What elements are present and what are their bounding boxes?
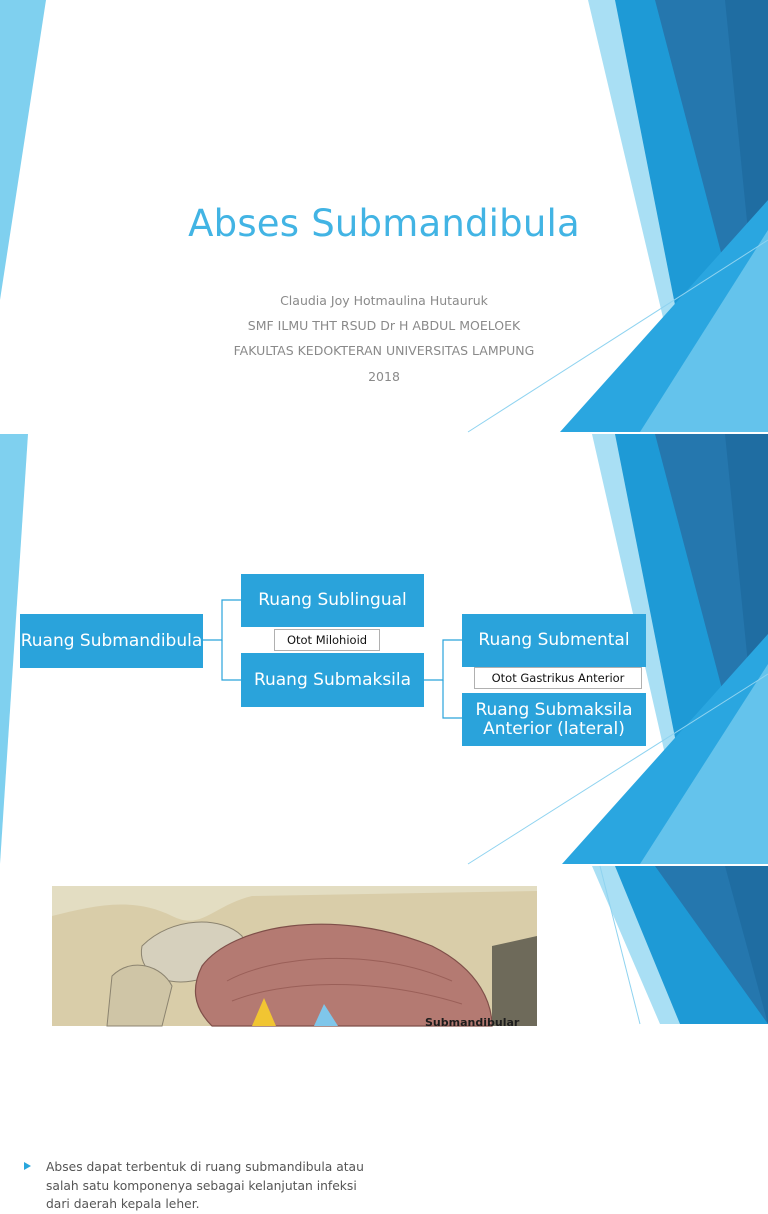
year-text: 2018 xyxy=(368,369,400,384)
slide-title-text: Abses Submandibula xyxy=(188,202,580,245)
slide-anatomy xyxy=(0,434,768,1212)
box-ruang-submaksila-anterior: Ruang Submaksila Anterior (lateral) xyxy=(462,693,646,746)
box-ruang-submaksila: Ruang Submaksila xyxy=(241,653,424,707)
department-text: SMF ILMU THT RSUD Dr H ABDUL MOELOEK xyxy=(247,318,521,333)
author-text: Claudia Joy Hotmaulina Hutauruk xyxy=(280,293,488,308)
label-otot-milohioid: Otot Milohioid xyxy=(274,629,380,651)
faculty-text: FAKULTAS KEDOKTERAN UNIVERSITAS LAMPUNG xyxy=(233,343,535,358)
box-ruang-submental: Ruang Submental xyxy=(462,614,646,667)
box-ruang-submandibula: Ruang Submandibula xyxy=(20,614,203,668)
anatomy-illustration-image xyxy=(52,886,537,1029)
slide-title xyxy=(0,0,768,432)
bullet-item xyxy=(24,1158,384,1214)
bullet-text: Abses dapat terbentuk di ruang submandibula atau salah satu komponenya sebagai kelanjutan infeksi dari daerah kepala leher. xyxy=(46,1160,364,1212)
illustration-label: Submandibular xyxy=(425,1016,520,1029)
bullet-arrow-icon xyxy=(24,1162,31,1170)
label-otot-gastrikus-anterior: Otot Gastrikus Anterior xyxy=(474,667,642,689)
box-ruang-sublingual: Ruang Sublingual xyxy=(241,574,424,627)
